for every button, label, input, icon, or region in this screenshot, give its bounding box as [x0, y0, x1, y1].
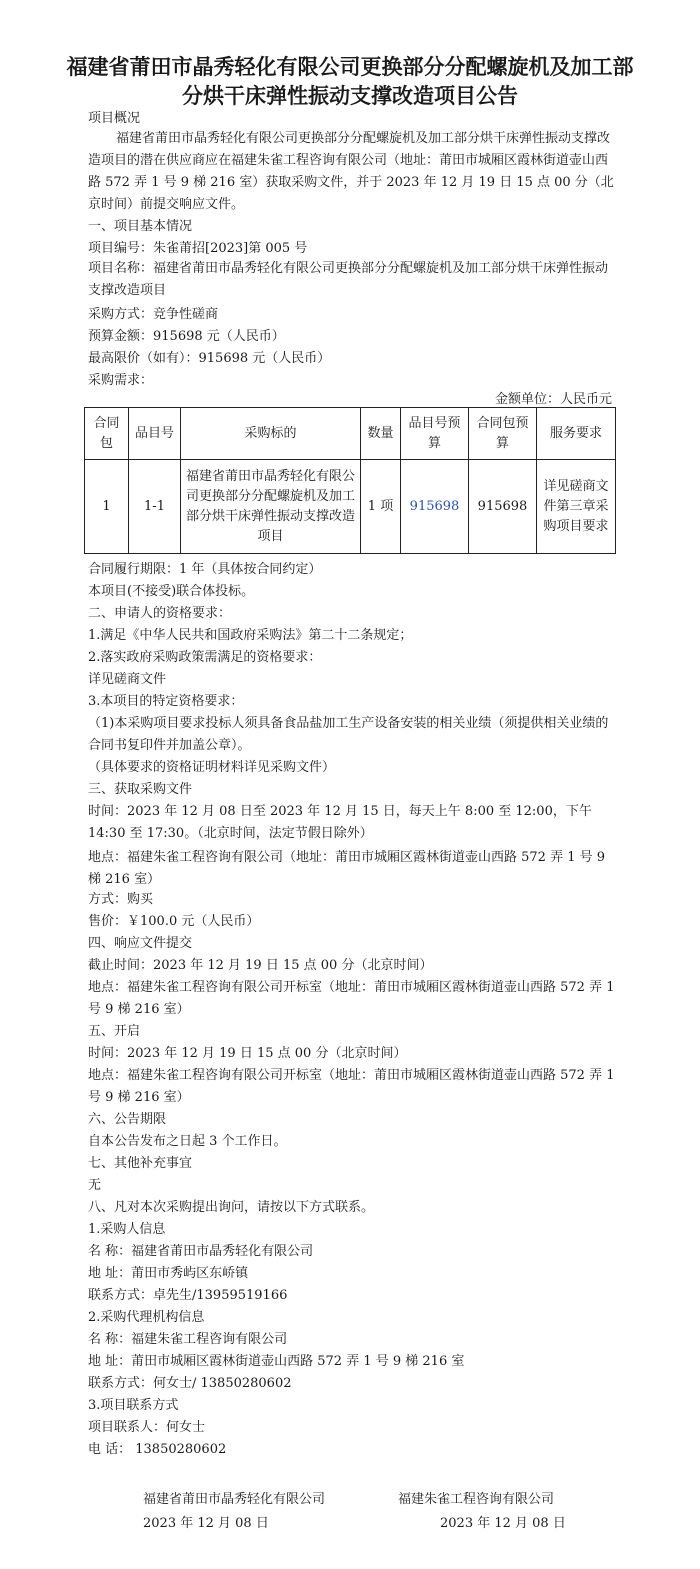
procurement-table [84, 407, 616, 554]
project-contact-heading: 3.项目联系方式 [88, 1398, 179, 1413]
section5-heading: 五、开启 [88, 1024, 141, 1039]
submission-place: 地点：福建朱雀工程咨询有限公司开标室（地址：莆田市城厢区霞林街道壶山西路 572 弄 1 号 9 梯 216 室） [88, 980, 615, 1017]
qualification-2: 2.落实政府采购政策需满足的资格要求： [88, 650, 322, 665]
header-item-number: 品目号 [129, 408, 181, 460]
buyer-name: 名 称：福建省莆田市晶秀轻化有限公司 [88, 1244, 314, 1259]
signature-agent-company: 福建朱雀工程咨询有限公司 [398, 1492, 555, 1507]
buyer-heading: 1.采购人信息 [88, 1222, 166, 1237]
overview-heading: 项目概况 [88, 111, 141, 126]
signature-agent-date: 2023 年 12 月 08 日 [440, 1516, 566, 1531]
section6-heading: 六、公告期限 [88, 1112, 167, 1127]
qualification-3-note: （具体要求的资格证明材料详见采购文件） [88, 760, 336, 775]
cell-service: 详见磋商文件第三章采购项目要求 [537, 460, 616, 554]
qualification-1: 1.满足《中华人民共和国政府采购法》第二十二条规定； [88, 628, 413, 643]
header-package: 合同包 [85, 408, 129, 460]
section1-heading: 一、项目基本情况 [88, 219, 193, 234]
opening-time: 时间：2023 年 12 月 19 日 15 点 00 分（北京时间） [88, 1046, 407, 1061]
qualification-2-detail: 详见磋商文件 [88, 672, 167, 687]
agent-contact: 联系方式：何女士/ 13850280602 [88, 1376, 292, 1391]
cell-package-budget: 915698 [469, 460, 537, 554]
cell-package: 1 [85, 460, 129, 554]
header-quantity: 数量 [361, 408, 401, 460]
procurement-method: 采购方式：竞争性磋商 [88, 307, 219, 322]
contract-period: 合同履行期限：1 年（具体按合同约定） [88, 562, 322, 577]
cell-item-number: 1-1 [129, 460, 181, 554]
qualification-3: 3.本项目的特定资格要求： [88, 694, 244, 709]
agent-heading: 2.采购代理机构信息 [88, 1310, 205, 1325]
section3-heading: 三、获取采购文件 [88, 782, 193, 797]
qualification-3-detail: （1)本采购项目要求投标人须具备食品盐加工生产设备安装的相关业绩（须提供相关业绩的合同书复印件并加盖公章）。 [88, 716, 609, 753]
obtain-time: 时间：2023 年 12 月 08 日至 2023 年 12 月 15 日，每天上午 8:00 至 12:00，下午 14:30 至 17:30。（北京时间，法定节假日除外） [88, 804, 592, 841]
amount-unit: 金额单位：人民币元 [494, 392, 612, 407]
obtain-method: 方式：购买 [88, 892, 154, 907]
opening-place: 地点：福建朱雀工程咨询有限公司开标室（地址：莆田市城厢区霞林街道壶山西路 572 弄 1 号 9 梯 216 室） [88, 1068, 615, 1105]
cell-quantity: 1 项 [361, 460, 401, 554]
section7-heading: 七、其他补充事宜 [88, 1156, 193, 1171]
page-title: 福建省莆田市晶秀轻化有限公司更换部分分配螺旋机及加工部分烘干床弹性振动支撑改造项目公告 [66, 54, 634, 108]
buyer-address: 地 址：莆田市秀屿区东峤镇 [88, 1266, 249, 1281]
table-row [85, 460, 616, 554]
cell-subject: 福建省莆田市晶秀轻化有限公司更换部分分配螺旋机及加工部分烘干床弹性振动支撑改造项目 [181, 460, 361, 554]
project-contact-phone: 电 话： 13850280602 [88, 1442, 227, 1457]
project-number: 项目编号：朱雀莆招[2023]第 005 号 [88, 241, 308, 256]
cell-item-budget-link[interactable]: 915698 [401, 460, 469, 554]
obtain-place: 地点：福建朱雀工程咨询有限公司（地址：莆田市城厢区霞林街道壶山西路 572 弄 1 号 9 梯 216 室） [88, 850, 606, 887]
section8-heading: 八、凡对本次采购提出询问，请按以下方式联系。 [88, 1200, 375, 1215]
signature-buyer-company: 福建省莆田市晶秀轻化有限公司 [143, 1492, 326, 1507]
project-name: 项目名称：福建省莆田市晶秀轻化有限公司更换部分分配螺旋机及加工部分烘干床弹性振动支撑改造项目 [88, 261, 609, 298]
overview-text: 福建省莆田市晶秀轻化有限公司更换部分分配螺旋机及加工部分烘干床弹性振动支撑改造项目的潜在供应商应在福建朱雀工程咨询有限公司（地址：莆田市城厢区霞林街道壶山西路 572 弄 1 号 9 梯 216 室）获取采购文件，并于 2023 年 12 月 19 日 15 点 00 分（北京时间）前提交响应文件。 [88, 131, 614, 212]
agent-address: 地 址：莆田市城厢区霞林街道壶山西路 572 弄 1 号 9 梯 216 室 [88, 1354, 465, 1369]
buyer-contact: 联系方式：卓先生/13959519166 [88, 1288, 288, 1303]
section4-heading: 四、响应文件提交 [88, 936, 193, 951]
procurement-needs-label: 采购需求： [88, 373, 154, 388]
agent-name: 名 称：福建朱雀工程咨询有限公司 [88, 1332, 288, 1347]
header-subject: 采购标的 [181, 408, 361, 460]
obtain-price: 售价：￥100.0 元（人民币） [88, 914, 260, 929]
header-package-budget: 合同包预算 [469, 408, 537, 460]
project-contact-person: 项目联系人：何女士 [88, 1420, 206, 1435]
notice-period: 自本公告发布之日起 3 个工作日。 [88, 1134, 287, 1149]
header-service: 服务要求 [537, 408, 616, 460]
budget-amount: 预算金额：915698 元（人民币） [88, 329, 285, 344]
signature-buyer-date: 2023 年 12 月 08 日 [143, 1516, 269, 1531]
section2-heading: 二、申请人的资格要求： [88, 606, 232, 621]
joint-bid: 本项目(不接受)联合体投标。 [88, 584, 255, 599]
submission-deadline: 截止时间：2023 年 12 月 19 日 15 点 00 分（北京时间） [88, 958, 433, 973]
table-header-row [85, 408, 616, 460]
max-price: 最高限价（如有）：915698 元（人民币） [88, 351, 331, 366]
header-item-budget: 品目号预算 [401, 408, 469, 460]
supplementary-text: 无 [88, 1178, 102, 1193]
